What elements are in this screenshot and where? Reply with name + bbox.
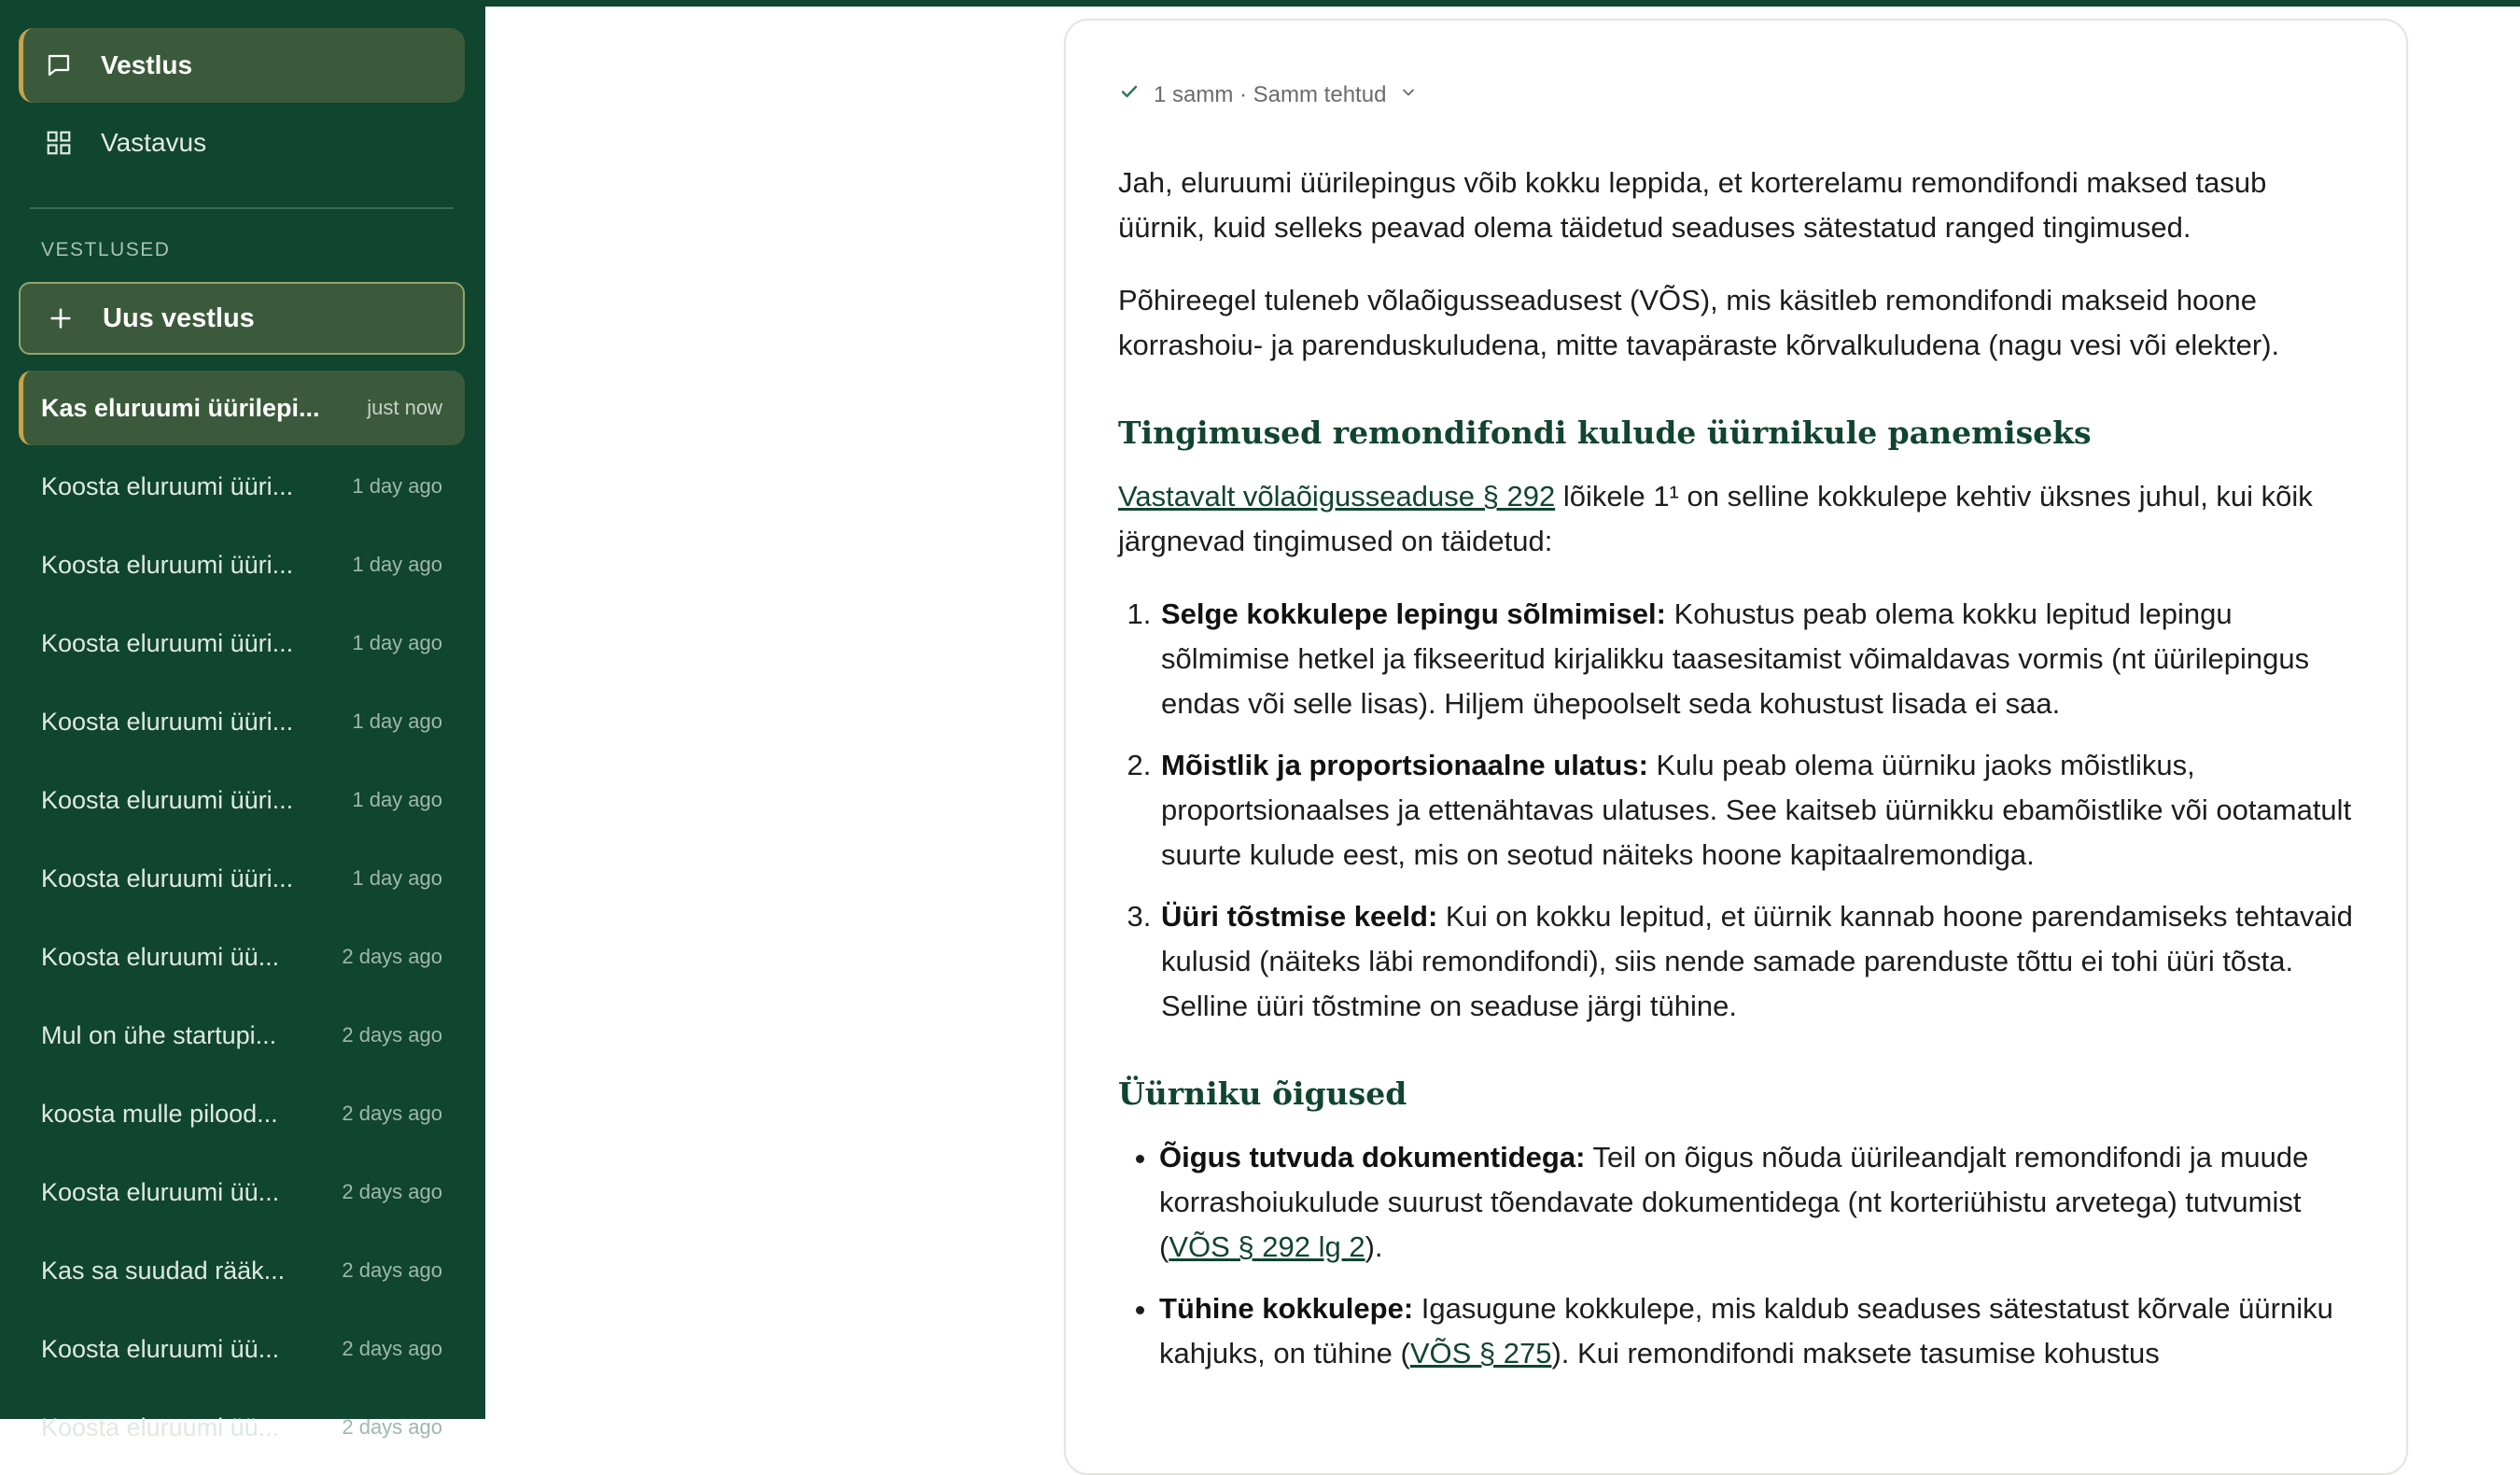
chat-list-item[interactable] [19,763,465,837]
conditions-list [1159,592,2359,1029]
chat-list-item[interactable] [19,449,465,524]
list-item [1159,1135,2359,1270]
item-bold: Mõistlik ja proportsionaalne ulatus: [1161,749,1648,781]
item-bold: Üüri tõstmise keeld: [1161,900,1438,933]
answer-paragraph: Jah, eluruumi üürilepingus võib kokku leppida, et korterelamu remondifondi maksed tasub üürnik, kuid selleks peavad olema täidetud seaduses sätestatud ranged tingimused. [1118,166,2267,244]
chat-list-item[interactable] [19,1390,465,1465]
item-bold: Selge kokkulepe lepingu sõlmimisel: [1161,597,1666,630]
step-label: 1 samm · Samm tehtud [1154,81,1387,107]
item-text: Kohustus peab olema kokku lepitud lepingu sõlmimise hetkel ja fikseeritud kirjalikku taasesitamist võimaldavas vormis (nt üürilepingus endas või selle lisas). Hiljem ühepoolselt seda kohustust lisada ei saa. [1161,597,2310,720]
check-icon [1118,80,1141,109]
item-text: Igasugune kokkulepe, mis kaldub seaduses sätestatust kõrvale üürniku kahjuks, on tühine ( [1159,1292,2333,1370]
chat-list-item[interactable] [19,684,465,759]
chat-time: just now [367,396,442,419]
chat-list-item[interactable] [19,1155,465,1229]
list-item [1159,743,2359,878]
law-link[interactable]: Vastavalt võlaõigusseaduse § 292 [1118,480,1556,513]
plus-icon [45,302,77,334]
item-text: Kui on kokku lepitud, et üürnik kannab hoone parendamiseks tehtavaid kulusid (näiteks läbi remondifondi), siis nende samade parenduste tõttu ei tohi üüri tõsta. Selline üüri tõstmine on seaduse järgi tühine. [1161,900,2353,1022]
chat-title: Koosta eluruumi üüri... [41,471,294,500]
chat-time: 2 days ago [342,1180,442,1203]
chat-title: Koosta eluruumi üüri... [41,785,294,814]
item-bold: Õigus tutvuda dokumentidega: [1159,1141,1586,1173]
item-text: Kulu peab olema üürniku jaoks mõistlikus, proportsionaalses ja ettenähtavas ulatuses. See kaitseb üürnikku ebamõistlike või ootamatult suurte kulude eest, mis on seotud näiteks hoone kapitaalremondiga. [1161,749,2352,871]
chat-title: Koosta eluruumi üü... [41,1177,280,1206]
chat-time: 1 day ago [352,866,442,890]
answer-card [1064,19,2408,1475]
chat-title: Koosta eluruumi üüri... [41,628,294,657]
chat-title: Koosta eluruumi üü... [41,942,280,971]
chat-list-item[interactable] [19,1233,465,1308]
chat-time: 2 days ago [342,1023,442,1047]
chat-list-item[interactable] [19,920,465,994]
item-text: ). Kui remondifondi maksete tasumise kohustus [1551,1337,2160,1370]
law-link[interactable]: VÕS § 275 [1409,1337,1552,1370]
list-item [1159,1286,2359,1376]
nav-item-vastavus[interactable] [19,105,465,180]
section-heading: Üürniku õigused [1118,1075,1407,1112]
chat-time: 2 days ago [342,1415,442,1439]
answer-paragraph: Põhireegel tuleneb võlaõigusseadusest (VÕS), mis käsitleb remondifondi makseid hoone korrashoiu- ja parenduskuludena, mitte tavapäraste kõrvalkuludena (nagu vesi või elekter). [1118,284,2280,361]
chat-title: Koosta eluruumi üüri... [41,864,294,892]
chat-time: 1 day ago [352,474,442,498]
chat-list-item[interactable] [19,606,465,681]
list-item [1159,894,2359,1029]
chat-title: Koosta eluruumi üüri... [41,550,294,579]
chat-title: Kas eluruumi üürilepi... [41,393,320,422]
chat-title: Kas sa suudad rääk... [41,1256,286,1285]
chat-title: koosta mulle pilood... [41,1099,278,1128]
section-heading: Tingimused remondifondi kulude üürnikule panemiseks [1118,414,2092,451]
new-chat-button[interactable] [19,282,465,355]
sidebar-divider [30,207,454,209]
new-chat-label: Uus vestlus [103,302,255,333]
grid-icon [43,127,75,159]
nav-label: Vastavus [101,128,207,157]
top-accent-bar [485,0,2520,7]
list-item [1159,592,2359,726]
chat-icon [43,49,75,81]
paragraph-text: lõikele 1¹ on selline kokkulepe kehtiv üksnes juhul, kui kõik järgnevad tingimused on täidetud: [1118,480,2313,557]
chat-time: 2 days ago [342,945,442,968]
step-toggle[interactable] [1118,80,1418,109]
rights-list [1159,1135,2359,1376]
chevron-down-icon [1399,82,1418,108]
chat-time: 2 days ago [342,1102,442,1125]
law-link[interactable]: VÕS § 292 lg 2 [1169,1230,1365,1263]
chat-title: Koosta eluruumi üüri... [41,707,294,736]
chat-list-item[interactable] [19,1076,465,1151]
chat-list [19,371,465,1468]
section-label: VESTLUSED [41,239,171,260]
chat-title: Koosta eluruumi üü... [41,1412,280,1441]
item-text: Teil on õigus nõuda üürileandjalt remondifondi ja muude korrashoiukulude suurust tõendavate dokumentidega (nt korteriühistu arvetega) tutvumist ( [1159,1141,2309,1263]
chat-time: 1 day ago [352,788,442,811]
chat-time: 1 day ago [352,553,442,576]
chat-time: 2 days ago [342,1258,442,1282]
chat-list-item[interactable] [19,841,465,916]
chat-time: 2 days ago [342,1337,442,1360]
chat-title: Mul on ühe startupi... [41,1020,277,1049]
item-text: ). [1365,1230,1383,1263]
chat-list-item[interactable] [19,371,465,445]
sidebar [0,0,485,1441]
answer-content [1118,161,2359,1393]
answer-paragraph [1118,474,2359,564]
chat-list-item[interactable] [19,1312,465,1386]
item-bold: Tühine kokkulepe: [1159,1292,1414,1325]
chat-title: Koosta eluruumi üü... [41,1334,280,1363]
chat-time: 1 day ago [352,631,442,654]
nav-item-vestlus[interactable] [19,28,465,103]
chat-list-item[interactable] [19,527,465,602]
nav-label: Vestlus [101,50,193,79]
chat-list-item[interactable] [19,998,465,1073]
chat-time: 1 day ago [352,709,442,733]
